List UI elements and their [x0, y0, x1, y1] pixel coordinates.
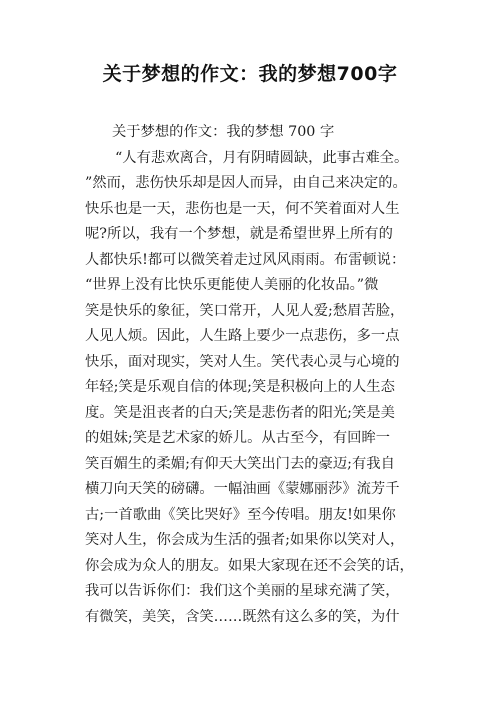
paragraph-line: “人有悲欢离合，月有阴晴圆缺，此事古难全。 — [115, 149, 409, 166]
paragraph-line: 快乐，面对现实，笑对人生。笑代表心灵与心境的 — [85, 353, 400, 370]
paragraph-line: 笑对人生，你会成为生活的强者;如果你以笑对人， — [85, 532, 405, 548]
paragraph-line: 笑百媚生的柔媚;有仰天大笑出门去的豪迈;有我自 — [85, 455, 395, 472]
paragraph-line: “世界上没有比快乐更能使人美丽的化妆品。”微 — [85, 277, 379, 293]
paragraph-line: 古;一首歌曲《笑比哭好》至今传唱。朋友!如果你 — [85, 506, 396, 523]
paragraph-line: 笑是快乐的象征，笑口常开，人见人爱;愁眉苦脸， — [85, 302, 405, 319]
paragraph-line: 有微笑，美笑，含笑……既然有这么多的笑，为什 — [85, 608, 400, 625]
paragraph-line: 年轻;笑是乐观自信的体现;笑是积极向上的人生态 — [85, 379, 395, 395]
paragraph-line: ”然而，悲伤快乐却是因人而异，由自己来决定的。 — [85, 175, 407, 191]
document-title: 关于梦想的作文：我的梦想700字 — [102, 63, 398, 85]
paragraph-line: 你会成为众人的朋友。如果大家现在还不会笑的话， — [85, 557, 414, 574]
paragraph-line: 人都快乐!都可以微笑着走过风风雨雨。布雷顿说： — [85, 251, 406, 268]
paragraph-line: 呢?所以，我有一个梦想，就是希望世界上所有的 — [85, 226, 393, 242]
paragraph-line: 快乐也是一天，悲伤也是一天，何不笑着面对人生 — [85, 200, 400, 217]
paragraph-line: 人见人烦。因此，人生路上要少一点悲伤，多一点 — [85, 328, 400, 344]
document-body — [85, 120, 425, 630]
paragraph-line: 的姐妹;笑是艺术家的娇儿。从古至今，有回眸一 — [85, 430, 391, 446]
paragraph-line: 我可以告诉你们：我们这个美丽的星球充满了笑， — [85, 583, 400, 599]
subtitle-line: 关于梦想的作文：我的梦想 700 字 — [112, 124, 335, 140]
paragraph-line: 横刀向天笑的磅礴。一幅油画《蒙娜丽莎》流芳千 — [85, 481, 400, 497]
paragraph-line: 度。笑是沮丧者的白天;笑是悲伤者的阳光;笑是美 — [85, 404, 395, 421]
